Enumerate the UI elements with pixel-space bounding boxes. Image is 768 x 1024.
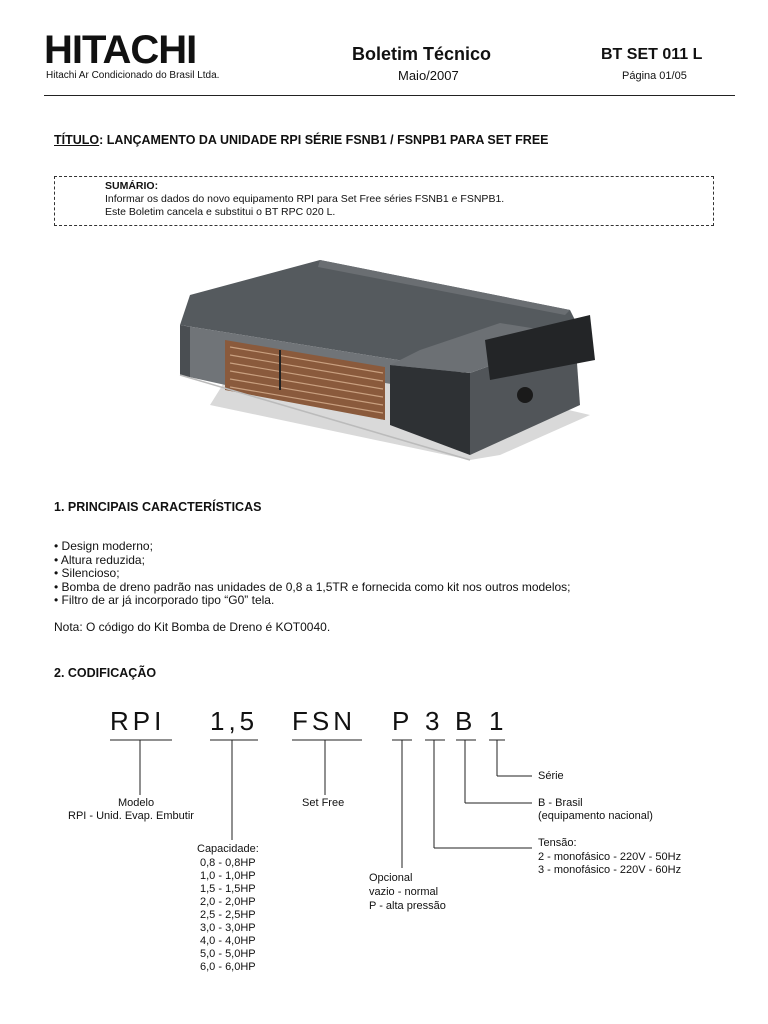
section-2-heading: 2. CODIFICAÇÃO	[54, 666, 157, 680]
code-part-brazil: B	[455, 706, 477, 736]
tensao-line-2: 3 - monofásico - 220V - 60Hz	[538, 864, 682, 876]
feature-item: • Altura reduzida;	[54, 553, 145, 567]
capacidade-item: 1,5 - 1,5HP	[200, 883, 256, 895]
summary-label: SUMÁRIO:	[105, 180, 159, 192]
title-text: : LANÇAMENTO DA UNIDADE RPI SÉRIE FSNB1 / FSNPB1 PARA SET FREE	[99, 133, 549, 147]
capacidade-item: 2,5 - 2,5HP	[200, 909, 256, 921]
capacidade-title: Capacidade:	[197, 843, 259, 855]
capacidade-item: 6,0 - 6,0HP	[200, 961, 256, 973]
brasil-title: B - Brasil	[538, 797, 583, 809]
code-part-rpi: RPI	[110, 706, 166, 736]
capacidade-item: 3,0 - 3,0HP	[200, 922, 256, 934]
opcional-title: Opcional	[369, 872, 413, 884]
capacidade-item: 0,8 - 0,8HP	[200, 857, 256, 869]
tensao-title: Tensão:	[538, 837, 577, 849]
code-part-optional: P	[392, 706, 414, 736]
summary-line-1: Informar os dados do novo equipamento RPI para Set Free séries FSNB1 e FSNPB1.	[105, 193, 505, 205]
hitachi-logo: HITACHI	[44, 28, 197, 72]
code-part-fsn: FSN	[292, 706, 356, 736]
setfree-label: Set Free	[302, 797, 345, 809]
bulletin-title: Boletim Técnico	[352, 44, 492, 64]
page-number: Página 01/05	[622, 70, 687, 82]
modelo-desc: RPI - Unid. Evap. Embutir	[68, 810, 194, 822]
brasil-desc: (equipamento nacional)	[538, 810, 653, 822]
serie-label: Série	[538, 770, 564, 782]
capacidade-item: 4,0 - 4,0HP	[200, 935, 256, 947]
feature-item: • Silencioso;	[54, 566, 120, 580]
opcional-line-1: vazio - normal	[369, 886, 439, 898]
code-part-capacity: 1,5	[210, 706, 259, 736]
bulletin-code: BT SET 011 L	[601, 46, 703, 63]
feature-item: • Filtro de ar já incorporado tipo “G0” tela.	[54, 593, 275, 607]
capacidade-item: 5,0 - 5,0HP	[200, 948, 256, 960]
feature-item: • Design moderno;	[54, 539, 153, 553]
code-part-series: 1	[489, 706, 508, 736]
code-part-voltage: 3	[425, 706, 444, 736]
drain-pump-note: Nota: O código do Kit Bomba de Dreno é KOT0040.	[54, 620, 331, 634]
section-1-heading: 1. PRINCIPAIS CARACTERÍSTICAS	[54, 500, 262, 514]
capacidade-item: 1,0 - 1,0HP	[200, 870, 256, 882]
bulletin-date: Maio/2007	[398, 68, 459, 83]
tensao-line-1: 2 - monofásico - 220V - 50Hz	[538, 851, 682, 863]
title-prefix: TÍTULO	[54, 133, 100, 147]
company-name: Hitachi Ar Condicionado do Brasil Ltda.	[46, 70, 220, 81]
opcional-line-2: P - alta pressão	[369, 900, 446, 912]
summary-line-2: Este Boletim cancela e substitui o BT RPC 020 L.	[105, 206, 336, 218]
feature-item: • Bomba de dreno padrão nas unidades de 0,8 a 1,5TR e fornecida como kit nos outros modelos;	[54, 580, 571, 594]
modelo-title: Modelo	[118, 797, 155, 809]
capacidade-item: 2,0 - 2,0HP	[200, 896, 256, 908]
